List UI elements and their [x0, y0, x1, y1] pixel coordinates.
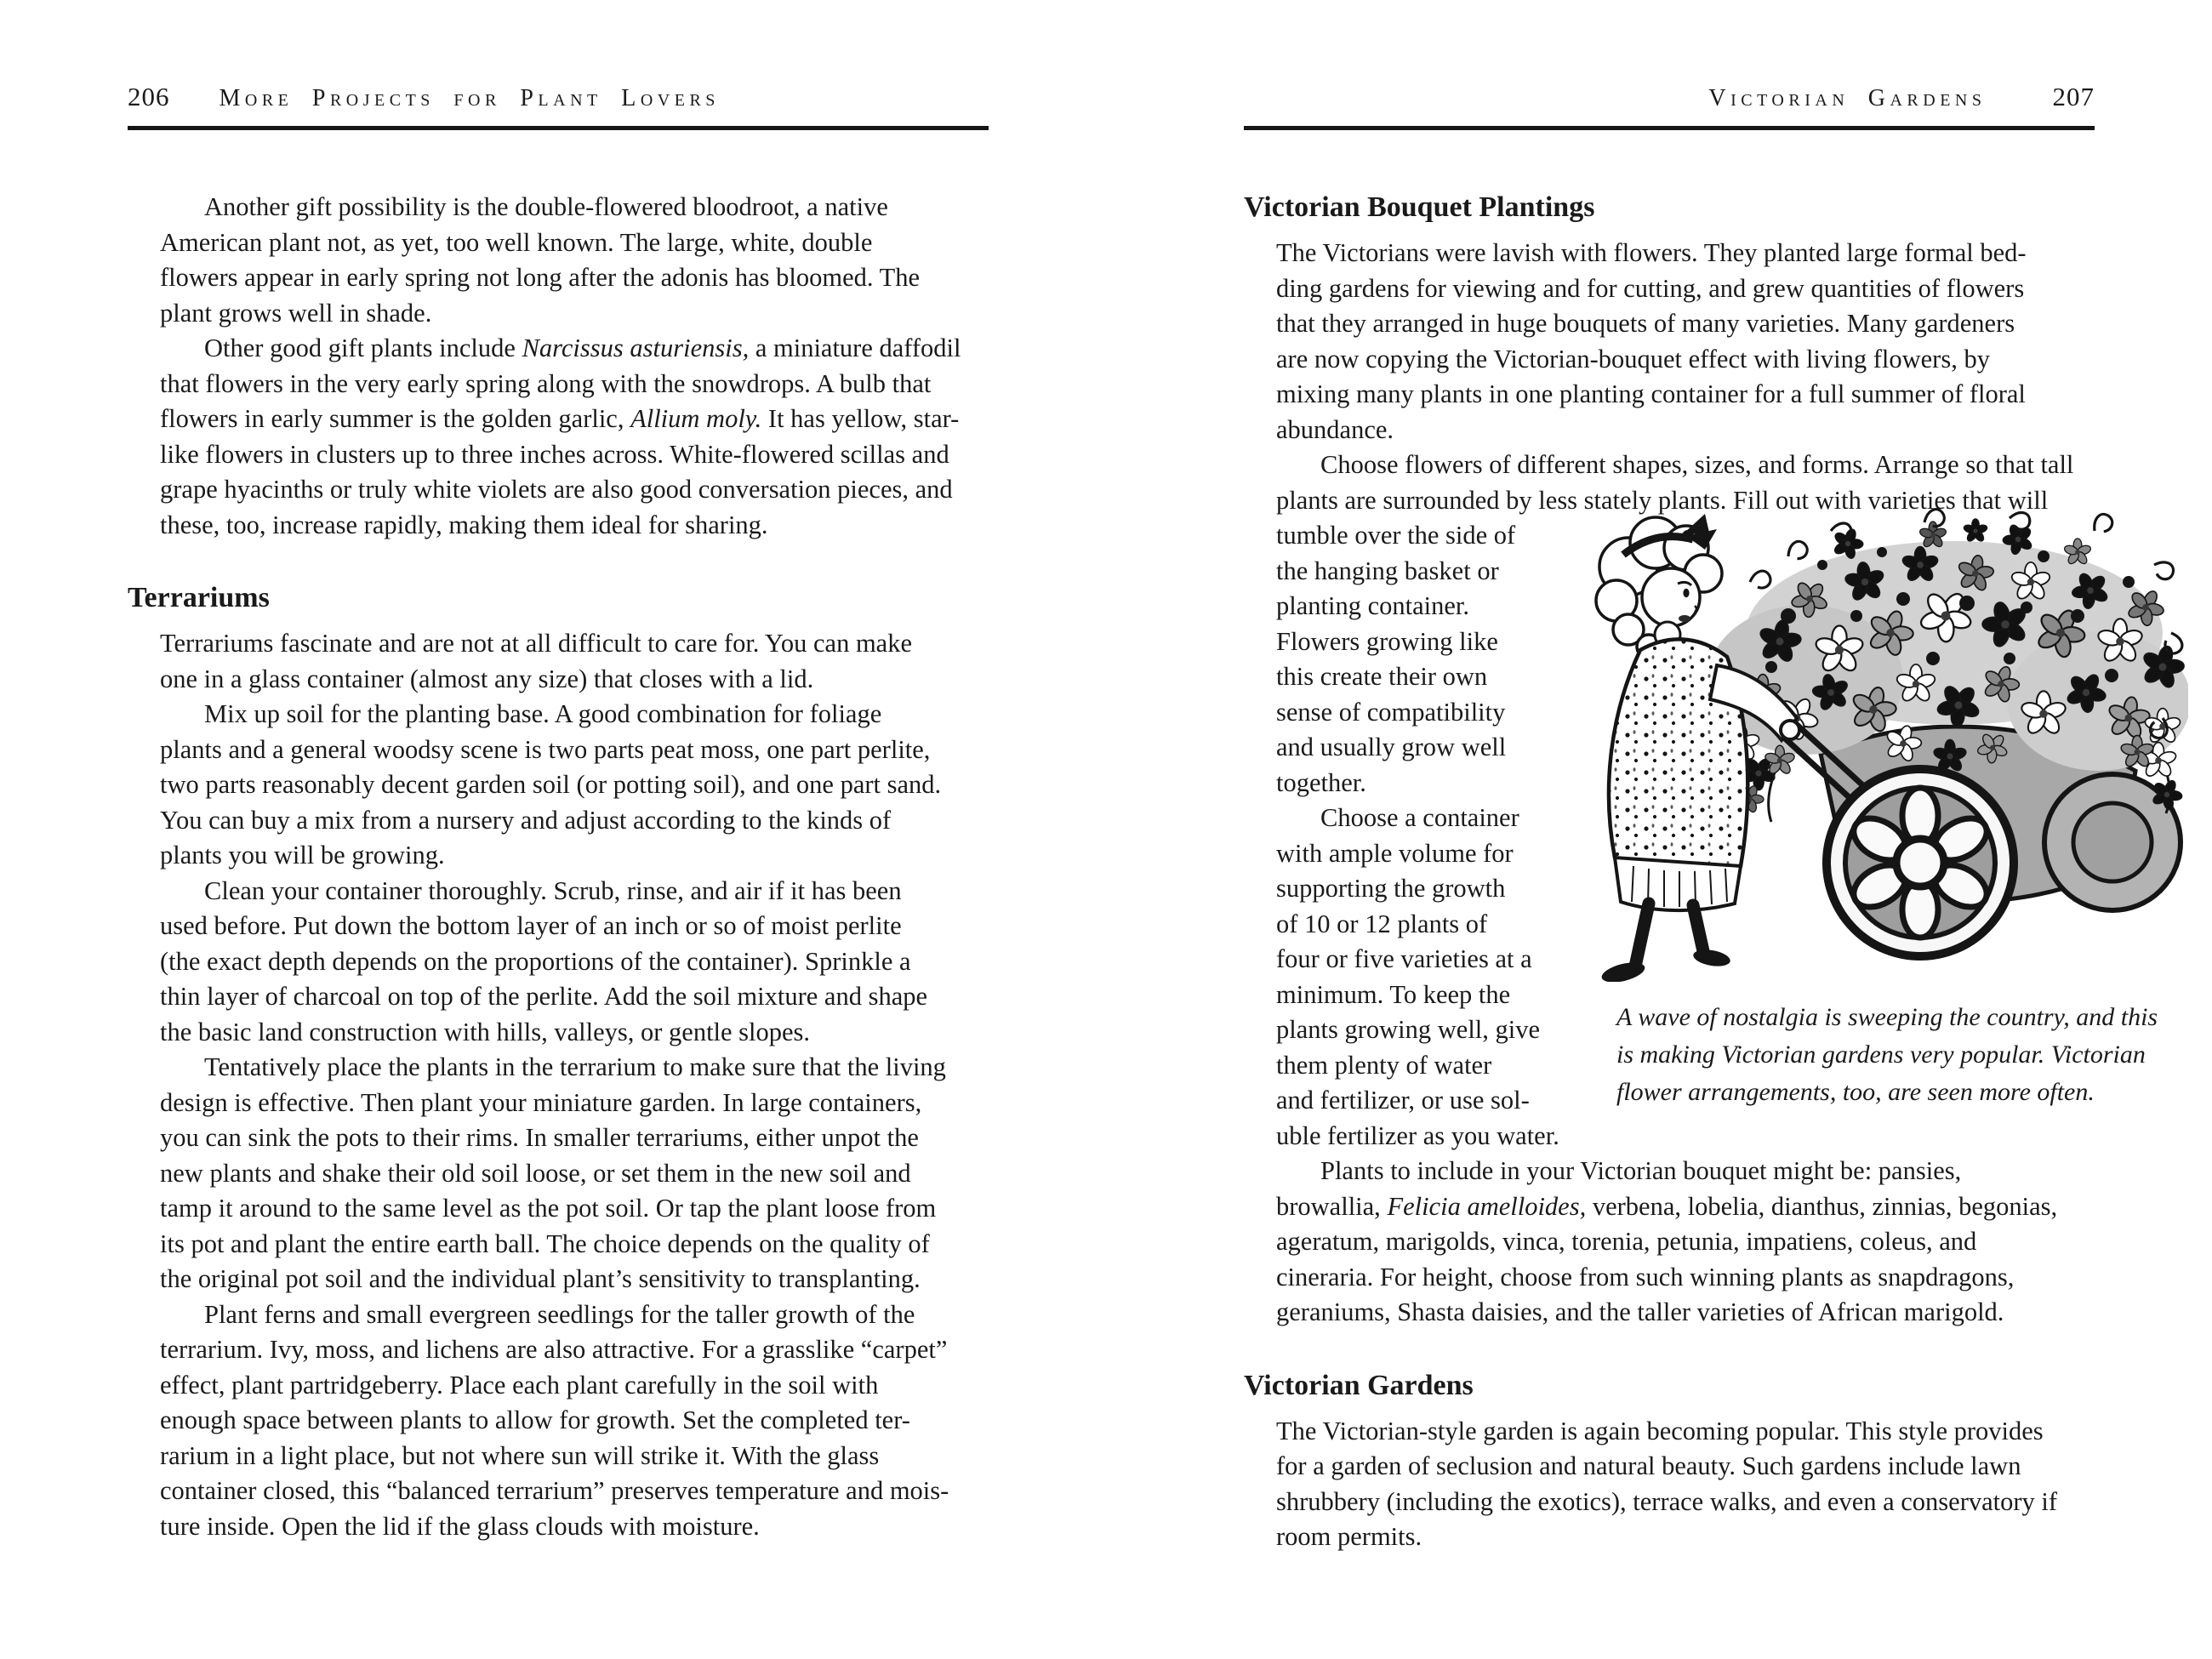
text-line: Terrariums fascinate and are not at all difficult to care for. You can make	[160, 629, 913, 658]
page-number-left: 206	[128, 82, 170, 111]
text-line: flowers appear in early spring not long after the adonis has bloomed. The	[160, 263, 921, 292]
text-line: four or five varieties at a	[1276, 944, 1532, 973]
text-line: like flowers in clusters up to three inches across. White-flowered scillas and	[160, 439, 949, 469]
text-line: of 10 or 12 plants of	[1276, 909, 1488, 938]
text-line: shrubbery (including the exotics), terrace walks, and even a conservatory if	[1276, 1486, 2058, 1516]
text-line: abundance.	[1276, 414, 1394, 444]
text-line: Plant ferns and small evergreen seedlings for the taller growth of the	[204, 1299, 915, 1329]
paragraph	[160, 331, 989, 543]
running-title-right: Victorian Gardens	[1708, 85, 1987, 111]
text-line: Other good gift plants include Narcissus asturiensis, a miniature daffodil	[204, 334, 961, 362]
text-line: uble fertilizer as you water.	[1276, 1120, 1559, 1150]
cart-wheel	[1827, 769, 2014, 956]
text-line: You can buy a mix from a nursery and adjust according to the kinds of	[160, 805, 892, 835]
text-line: this create their own	[1276, 662, 1488, 691]
text-line: plants you will be growing.	[160, 841, 445, 869]
paragraph	[160, 697, 989, 874]
right-page	[1244, 82, 2158, 1555]
text-line: that they arranged in huge bouquets of many varieties. Many gardeners	[1276, 309, 2015, 338]
text-line: rarium in a light place, but not where sun will strike it. With the glass	[160, 1440, 880, 1470]
text-line: Choose a container	[1320, 803, 1519, 832]
text-line: Flowers growing like	[1276, 626, 1498, 656]
text-line: flowers in early summer is the golden garlic, Allium moly. It has yellow, star-	[160, 404, 960, 433]
paragraph	[160, 190, 989, 331]
text-line: grape hyacinths or truly white violets are also good conversation pieces, and	[160, 475, 953, 504]
text-line: you can sink the pots to their rims. In smaller terrariums, either unpot the	[160, 1123, 919, 1152]
left-page-header	[128, 82, 989, 119]
text-line: used before. Put down the bottom layer of an inch or so of moist perlite	[160, 911, 902, 940]
header-rule-left	[128, 126, 989, 130]
text-line: plants are surrounded by less stately plants. Fill out with varieties that will	[1276, 485, 2049, 515]
text-line: plants and a general woodsy scene is two parts peat moss, one part perlite,	[160, 734, 931, 764]
section-heading: Victorian Gardens	[1244, 1369, 1474, 1401]
right-page-header	[1244, 82, 2095, 119]
paragraph	[1276, 1154, 2095, 1331]
section-heading: Terrariums	[128, 582, 270, 613]
text-line: tumble over the side of	[1276, 521, 1516, 550]
text-line: American plant not, as yet, too well known. The large, white, double	[160, 227, 873, 257]
paragraph	[160, 874, 989, 1051]
text-line: mixing many plants in one planting container for a full summer of floral	[1276, 379, 2026, 408]
text-line: these, too, increase rapidly, making them ideal for sharing.	[160, 510, 768, 539]
text-line: terrarium. Ivy, moss, and lichens are also attractive. For a grasslike “carpet”	[160, 1335, 948, 1364]
text-line: enough space between plants to allow for growth. Set the completed ter-	[160, 1405, 910, 1434]
running-title-left: More Projects for Plant Lovers	[219, 85, 720, 111]
text-line: and fertilizer, or use sol-	[1276, 1086, 1530, 1115]
text-line: sense of compatibility	[1276, 697, 1506, 727]
text-line: planting container.	[1276, 591, 1469, 620]
text-line: room permits.	[1276, 1522, 1422, 1551]
caption-line: is making Victorian gardens very popular. Victorian	[1616, 1040, 2146, 1069]
text-line: one in a glass container (almost any size) that closes with a lid.	[160, 664, 814, 693]
text-line: geraniums, Shasta daisies, and the taller varieties of African marigold.	[1276, 1297, 2004, 1326]
illustration-girl-flower-cart	[1567, 505, 2188, 1111]
text-line: for a garden of seclusion and natural beauty. Such gardens include lawn	[1276, 1451, 2021, 1480]
text-line: plant grows well in shade.	[160, 298, 432, 328]
text-line: that flowers in the very early spring along with the snowdrops. A bulb that	[160, 368, 932, 398]
text-line: Mix up soil for the planting base. A good combination for foliage	[204, 699, 882, 728]
text-line: ture inside. Open the lid if the glass clouds with moisture.	[160, 1511, 760, 1541]
text-line: the original pot soil and the individual plant’s sensitivity to transplanting.	[160, 1264, 921, 1293]
text-line: Clean your container thoroughly. Scrub, rinse, and air if it has been	[204, 875, 902, 905]
text-line: Choose flowers of different shapes, sizes, and forms. Arrange so that tall	[1320, 450, 2074, 479]
text-line: the hanging basket or	[1276, 556, 1499, 585]
text-line: plants growing well, give	[1276, 1015, 1541, 1044]
text-line: Another gift possibility is the double-flowered bloodroot, a native	[204, 192, 888, 221]
text-line: with ample volume for	[1276, 838, 1514, 868]
text-line: The Victorian-style garden is again becoming popular. This style provides	[1276, 1416, 2044, 1445]
text-line: together.	[1276, 767, 1366, 797]
text-line: Plants to include in your Victorian bouquet might be: pansies,	[1320, 1156, 1962, 1185]
text-line: effect, plant partridgeberry. Place each plant carefully in the soil with	[160, 1370, 879, 1400]
text-line: design is effective. Then plant your miniature garden. In large containers,	[160, 1087, 922, 1117]
text-line: minimum. To keep the	[1276, 979, 1511, 1009]
text-line: cineraria. For height, choose from such winning plants as snapdragons,	[1276, 1262, 2015, 1291]
text-line: two parts reasonably decent garden soil (or potting soil), and one part sand.	[160, 770, 942, 799]
page-number-right: 207	[2052, 82, 2095, 111]
text-line: The Victorians were lavish with flowers. They planted large formal bed-	[1276, 238, 2027, 267]
text-line: thin layer of charcoal on top of the perlite. Add the soil mixture and shape	[160, 982, 928, 1011]
illustration-caption	[1567, 999, 2188, 1111]
paragraph	[160, 1050, 989, 1297]
paragraph	[1276, 1414, 2095, 1555]
text-line: ding gardens for viewing and for cutting, and grew quantities of flowers	[1276, 273, 2025, 303]
text-line: them plenty of water	[1276, 1050, 1492, 1080]
left-page	[128, 82, 989, 1544]
paragraph	[1276, 236, 2095, 448]
text-line: new plants and shake their old soil loose, or set them in the new soil and	[160, 1158, 911, 1188]
text-line: are now copying the Victorian-bouquet effect with living flowers, by	[1276, 344, 1990, 373]
section-heading: Victorian Bouquet Plantings	[1244, 191, 1595, 223]
text-line: Tentatively place the plants in the terrarium to make sure that the living	[204, 1052, 946, 1081]
text-line: and usually grow well	[1276, 733, 1507, 761]
header-rule-right	[1244, 126, 2095, 130]
caption-line: flower arrangements, too, are seen more often.	[1616, 1078, 2095, 1106]
text-line: browallia, Felicia amelloides, verbena, lobelia, dianthus, zinnias, begonias,	[1276, 1191, 2058, 1221]
paragraph	[160, 626, 989, 697]
text-line: tamp it around to the same level as the pot soil. Or tap the plant loose from	[160, 1194, 937, 1223]
text-line: (the exact depth depends on the proportions of the container). Sprinkle a	[160, 946, 911, 976]
paragraph	[160, 1297, 989, 1545]
flower-cart-drawing	[1567, 505, 2188, 982]
left-page-body	[128, 190, 989, 1544]
text-line: supporting the growth	[1276, 874, 1506, 903]
text-line: ageratum, marigolds, vinca, torenia, petunia, impatiens, coleus, and	[1276, 1227, 1977, 1256]
text-line: the basic land construction with hills, valleys, or gentle slopes.	[160, 1017, 811, 1046]
text-line: its pot and plant the entire earth ball. The choice depends on the quality of	[160, 1229, 930, 1258]
text-line: container closed, this “balanced terrarium” preserves temperature and mois-	[160, 1476, 949, 1505]
caption-line: A wave of nostalgia is sweeping the country, and this	[1616, 1003, 2158, 1031]
